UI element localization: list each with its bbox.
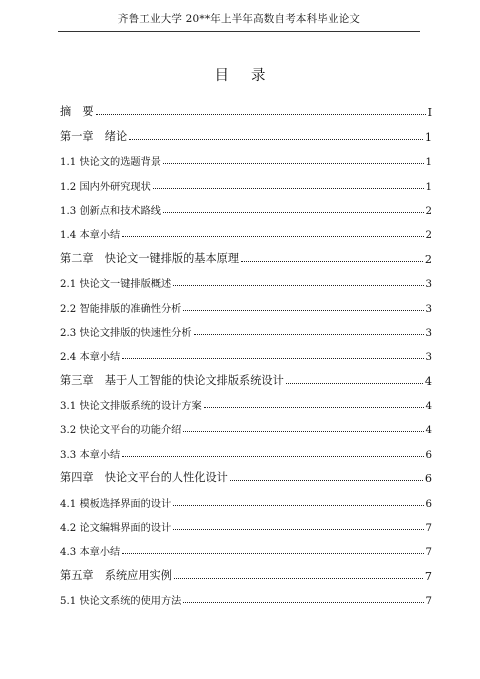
dot-leader — [129, 139, 423, 140]
dot-leader — [183, 602, 423, 603]
dot-leader — [173, 505, 423, 506]
toc-entry[interactable] — [60, 558, 432, 582]
page-header — [58, 0, 420, 32]
toc-entry-label: 第三章 基于人工智能的快论文排版系统设计 — [60, 373, 284, 387]
toc-entry-label: 2.4 本章小结 — [60, 352, 121, 364]
toc-entry[interactable] — [60, 193, 432, 217]
dot-leader — [174, 578, 423, 579]
toc-entry[interactable] — [60, 534, 432, 558]
dot-leader — [122, 236, 423, 237]
toc-entry-page: 4 — [425, 401, 432, 413]
toc-entry-page: 3 — [425, 279, 432, 291]
toc-entry[interactable] — [60, 510, 432, 534]
toc-entry-label: 3.2 快论文平台的功能介绍 — [60, 425, 182, 437]
toc-entry-label: 1.1 快论文的选题背景 — [60, 157, 161, 169]
toc-entry-label: 1.4 本章小结 — [60, 230, 121, 242]
toc-entry-page: 1 — [424, 130, 432, 144]
toc-entry[interactable] — [60, 119, 432, 143]
toc-entry-label: 5.1 快论文系统的使用方法 — [60, 596, 182, 608]
toc-entry[interactable] — [60, 315, 432, 339]
toc-entry-label: 摘 要 — [60, 105, 94, 119]
toc-entry[interactable] — [60, 461, 432, 485]
toc-entry-label: 2.3 快论文排版的快速性分析 — [60, 327, 192, 339]
toc-entry-label: 2.2 智能排版的准确性分析 — [60, 303, 182, 315]
toc-entry[interactable] — [60, 95, 432, 119]
toc-title — [0, 64, 480, 85]
toc-entry-page: I — [427, 106, 432, 120]
dot-leader — [96, 114, 426, 115]
toc-entry[interactable] — [60, 485, 432, 509]
toc-entry-page: 1 — [425, 181, 432, 193]
dot-leader — [173, 285, 423, 286]
toc-entry[interactable] — [60, 363, 432, 387]
dot-leader — [163, 212, 424, 213]
toc-entry[interactable] — [60, 412, 432, 436]
toc-entry-page: 3 — [425, 303, 432, 315]
dot-leader — [230, 480, 423, 481]
toc-entry[interactable] — [60, 241, 432, 265]
toc-entry-page: 7 — [425, 523, 432, 535]
toc-entry-page: 3 — [425, 352, 432, 364]
toc-entry-page: 6 — [424, 472, 432, 486]
dot-leader — [183, 431, 423, 432]
dot-leader — [183, 310, 423, 311]
dot-leader — [204, 407, 424, 408]
toc-entry[interactable] — [60, 266, 432, 290]
dot-leader — [241, 261, 423, 262]
toc-entry-page: 2 — [425, 205, 432, 217]
dot-leader — [194, 334, 424, 335]
toc-entry-page: 6 — [425, 449, 432, 461]
dot-leader — [286, 383, 423, 384]
toc-entry-page: 4 — [424, 374, 432, 388]
toc-entry-page: 2 — [424, 252, 432, 266]
toc-entry-page: 4 — [425, 425, 432, 437]
toc-entry[interactable] — [60, 436, 432, 460]
toc-entry-page: 3 — [425, 327, 432, 339]
dot-leader — [122, 456, 423, 457]
toc-entry-page: 2 — [425, 230, 432, 242]
dot-leader — [153, 188, 424, 189]
toc-entry-page: 1 — [425, 157, 432, 169]
toc-entry-label: 4.2 论文编辑界面的设计 — [60, 523, 172, 535]
dot-leader — [173, 529, 423, 530]
toc-entry[interactable] — [60, 339, 432, 363]
toc-entry-label: 2.1 快论文一键排版概述 — [60, 279, 172, 291]
toc-entry-page: 7 — [425, 596, 432, 608]
toc-entry-label: 第四章 快论文平台的人性化设计 — [60, 471, 228, 485]
dot-leader — [163, 163, 424, 164]
toc-entry-page: 7 — [424, 569, 432, 583]
toc-entry[interactable] — [60, 388, 432, 412]
toc-title-text: 目录 — [214, 68, 288, 84]
table-of-contents — [60, 95, 432, 607]
toc-entry-label: 1.2 国内外研究现状 — [60, 181, 151, 193]
toc-entry[interactable] — [60, 217, 432, 241]
header-text: 齐鲁工业大学 20**年上半年高数自考本科毕业论文 — [117, 13, 361, 25]
toc-entry-label: 第二章 快论文一键排版的基本原理 — [60, 251, 240, 265]
dot-leader — [122, 358, 423, 359]
toc-entry-label: 4.1 模板选择界面的设计 — [60, 498, 172, 510]
toc-entry-label: 4.3 本章小结 — [60, 547, 121, 559]
toc-entry-label: 3.3 本章小结 — [60, 449, 121, 461]
toc-entry[interactable] — [60, 583, 432, 607]
toc-entry-page: 6 — [425, 498, 432, 510]
toc-entry[interactable] — [60, 144, 432, 168]
toc-entry-label: 3.1 快论文排版系统的设计方案 — [60, 401, 202, 413]
toc-entry[interactable] — [60, 290, 432, 314]
dot-leader — [122, 553, 423, 554]
toc-entry[interactable] — [60, 168, 432, 192]
toc-entry-label: 第一章 绪论 — [60, 129, 128, 143]
toc-entry-label: 1.3 创新点和技术路线 — [60, 205, 161, 217]
toc-entry-label: 第五章 系统应用实例 — [60, 568, 172, 582]
toc-entry-page: 7 — [425, 547, 432, 559]
